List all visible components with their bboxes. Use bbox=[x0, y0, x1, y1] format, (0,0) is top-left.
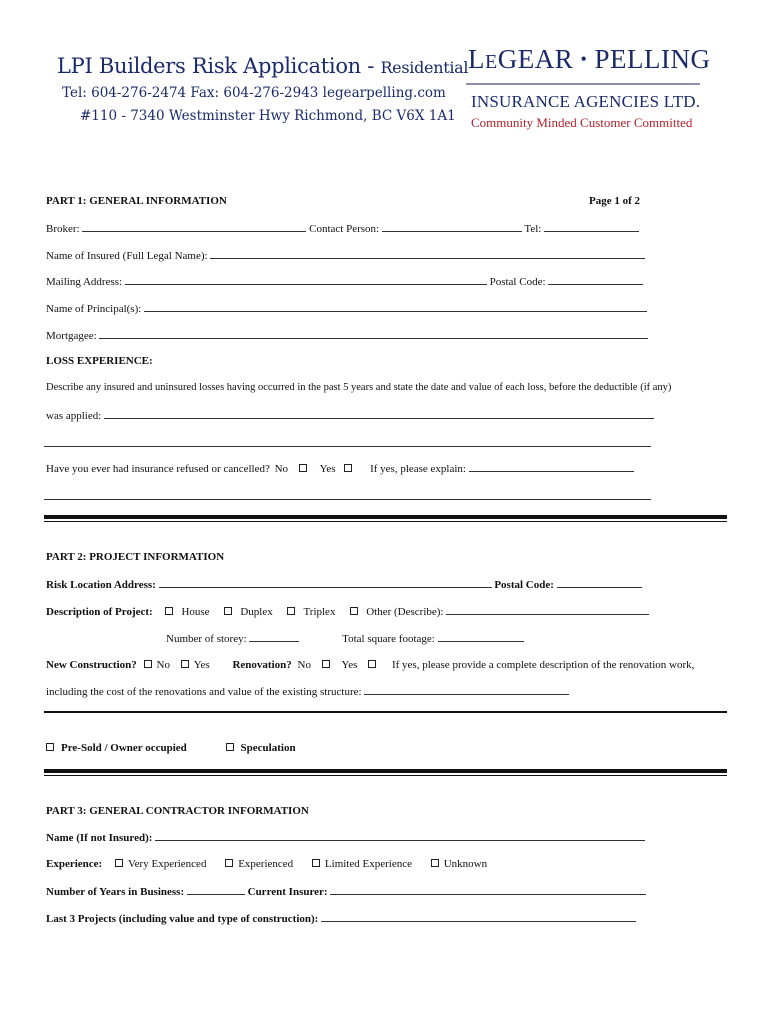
tel-field[interactable] bbox=[544, 222, 639, 232]
loss-applied-row bbox=[46, 409, 654, 422]
contractor-name-row bbox=[46, 831, 645, 844]
risk-location-label: Risk Location Address: bbox=[46, 579, 156, 591]
triplex-label: Triplex bbox=[303, 606, 336, 618]
principals-field[interactable] bbox=[144, 302, 647, 312]
contact-person-field[interactable] bbox=[382, 222, 522, 232]
refused-explain-field[interactable] bbox=[469, 462, 634, 472]
contractor-name-field[interactable] bbox=[155, 831, 645, 841]
risk-location-field[interactable] bbox=[159, 578, 492, 588]
new-construction-yes-checkbox[interactable] bbox=[181, 660, 189, 668]
very-experienced-checkbox[interactable] bbox=[115, 859, 123, 867]
principals-row bbox=[46, 302, 647, 315]
unknown-checkbox[interactable] bbox=[431, 859, 439, 867]
renovation-label: Renovation? bbox=[232, 659, 292, 671]
limited-experience-checkbox[interactable] bbox=[312, 859, 320, 867]
projects-label: Last 3 Projects (including value and type of construction): bbox=[46, 913, 319, 925]
presold-checkbox[interactable] bbox=[46, 743, 54, 751]
years-row bbox=[46, 885, 646, 898]
new-construction-yes-label: Yes bbox=[193, 659, 210, 671]
section-divider-3b bbox=[44, 775, 727, 776]
storeys-label: Number of storey: bbox=[166, 633, 247, 645]
refused-no-label: No bbox=[274, 463, 289, 475]
house-checkbox[interactable] bbox=[165, 607, 173, 615]
experience-label: Experience: bbox=[46, 858, 103, 870]
mortgagee-row bbox=[46, 329, 648, 342]
unknown-label: Unknown bbox=[443, 858, 488, 870]
duplex-label: Duplex bbox=[240, 606, 273, 618]
section-divider-2 bbox=[44, 711, 727, 713]
description-label: Description of Project: bbox=[46, 606, 153, 618]
logo-subtitle: INSURANCE AGENCIES LTD. bbox=[471, 92, 701, 111]
part2-heading: PART 2: PROJECT INFORMATION bbox=[46, 551, 225, 563]
logo-divider bbox=[466, 83, 700, 85]
renovation-explain-label: If yes, please provide a complete description of the renovation work, bbox=[391, 659, 695, 671]
risk-postal-field[interactable] bbox=[557, 578, 642, 588]
duplex-checkbox[interactable] bbox=[224, 607, 232, 615]
part1-heading: PART 1: GENERAL INFORMATION bbox=[46, 195, 227, 207]
description-row bbox=[46, 605, 649, 618]
insurer-field[interactable] bbox=[330, 885, 646, 895]
mailing-address-field[interactable] bbox=[125, 275, 487, 285]
section-divider-1 bbox=[44, 515, 727, 519]
reno-cost-row bbox=[46, 685, 569, 698]
projects-field[interactable] bbox=[321, 912, 636, 922]
reno-cost-label: including the cost of the renovations and value of the existing structure: bbox=[46, 686, 362, 698]
speculation-label: Speculation bbox=[240, 742, 296, 754]
renovation-no-checkbox[interactable] bbox=[322, 660, 330, 668]
company-logo: LEGEAR • PELLING bbox=[468, 44, 711, 74]
new-construction-label: New Construction? bbox=[46, 659, 137, 671]
other-label: Other (Describe): bbox=[366, 606, 444, 618]
refused-extra-line[interactable] bbox=[44, 499, 651, 500]
renovation-no-label: No bbox=[297, 659, 311, 671]
contact-line: Tel: 604-276-2474 Fax: 604-276-2943 legearpelling.com bbox=[62, 85, 446, 101]
experienced-label: Experienced bbox=[238, 858, 294, 870]
mortgagee-field[interactable] bbox=[99, 329, 648, 339]
new-construction-no-label: No bbox=[156, 659, 170, 671]
refused-yes-label: Yes bbox=[319, 463, 336, 475]
refused-no-checkbox[interactable] bbox=[299, 464, 307, 472]
insurer-label: Current Insurer: bbox=[247, 886, 328, 898]
part3-heading: PART 3: GENERAL CONTRACTOR INFORMATION bbox=[46, 805, 309, 817]
speculation-checkbox[interactable] bbox=[226, 743, 234, 751]
tel-label: Tel: bbox=[524, 223, 542, 235]
loss-description: Describe any insured and uninsured losses having occurred in the past 5 years and state the date and value of each loss, before the deductible (if any) bbox=[46, 382, 672, 393]
insured-row bbox=[46, 249, 645, 262]
risk-location-row bbox=[46, 578, 642, 591]
other-checkbox[interactable] bbox=[350, 607, 358, 615]
form-title-suffix: Residential bbox=[380, 58, 469, 77]
sqft-label: Total square footage: bbox=[342, 633, 435, 645]
logo-tagline: Community Minded Customer Committed bbox=[471, 115, 693, 130]
contact-person-label: Contact Person: bbox=[309, 223, 380, 235]
refused-explain-label: If yes, please explain: bbox=[370, 463, 466, 475]
other-field[interactable] bbox=[446, 605, 649, 615]
page-number: Page 1 of 2 bbox=[589, 195, 641, 207]
risk-postal-label: Postal Code: bbox=[494, 579, 554, 591]
storeys-row bbox=[166, 632, 524, 645]
section-divider-3 bbox=[44, 769, 727, 773]
triplex-checkbox[interactable] bbox=[287, 607, 295, 615]
experience-row bbox=[46, 858, 487, 870]
projects-row bbox=[46, 912, 636, 925]
loss-applied-label: was applied: bbox=[46, 410, 102, 422]
loss-applied-field[interactable] bbox=[104, 409, 654, 419]
loss-heading: LOSS EXPERIENCE: bbox=[46, 355, 153, 367]
reno-cost-field[interactable] bbox=[364, 685, 569, 695]
refused-question: Have you ever had insurance refused or cancelled? bbox=[46, 463, 270, 475]
years-label: Number of Years in Business: bbox=[46, 886, 185, 898]
postal-code-label: Postal Code: bbox=[489, 276, 546, 288]
sqft-field[interactable] bbox=[438, 632, 524, 642]
house-label: House bbox=[181, 606, 210, 618]
broker-field[interactable] bbox=[82, 222, 306, 232]
broker-row bbox=[46, 222, 639, 235]
mailing-address-label: Mailing Address: bbox=[46, 276, 123, 288]
postal-code-field[interactable] bbox=[548, 275, 643, 285]
section-divider-1b bbox=[44, 521, 727, 522]
very-experienced-label: Very Experienced bbox=[127, 858, 207, 870]
presold-label: Pre-Sold / Owner occupied bbox=[61, 742, 187, 754]
insured-name-field[interactable] bbox=[210, 249, 645, 259]
insured-name-label: Name of Insured (Full Legal Name): bbox=[46, 250, 208, 262]
renovation-yes-label: Yes bbox=[341, 659, 358, 671]
construction-row bbox=[46, 659, 694, 671]
mortgagee-label: Mortgagee: bbox=[46, 330, 97, 342]
renovation-yes-checkbox[interactable] bbox=[368, 660, 376, 668]
experienced-checkbox[interactable] bbox=[225, 859, 233, 867]
limited-experience-label: Limited Experience bbox=[324, 858, 412, 870]
new-construction-no-checkbox[interactable] bbox=[144, 660, 152, 668]
principals-label: Name of Principal(s): bbox=[46, 303, 142, 315]
refused-yes-checkbox[interactable] bbox=[344, 464, 352, 472]
storeys-field[interactable] bbox=[249, 632, 299, 642]
occupancy-row bbox=[46, 742, 296, 754]
contractor-name-label: Name (If not Insured): bbox=[46, 832, 153, 844]
loss-extra-line[interactable] bbox=[44, 446, 651, 447]
broker-label: Broker: bbox=[46, 223, 80, 235]
address-line: #110 - 7340 Westminster Hwy Richmond, BC V6X 1A1 bbox=[80, 108, 456, 124]
form-title: LPI Builders Risk Application - Residential bbox=[57, 54, 469, 78]
refused-row bbox=[46, 462, 634, 475]
mailing-row bbox=[46, 275, 643, 288]
years-field[interactable] bbox=[187, 885, 245, 895]
